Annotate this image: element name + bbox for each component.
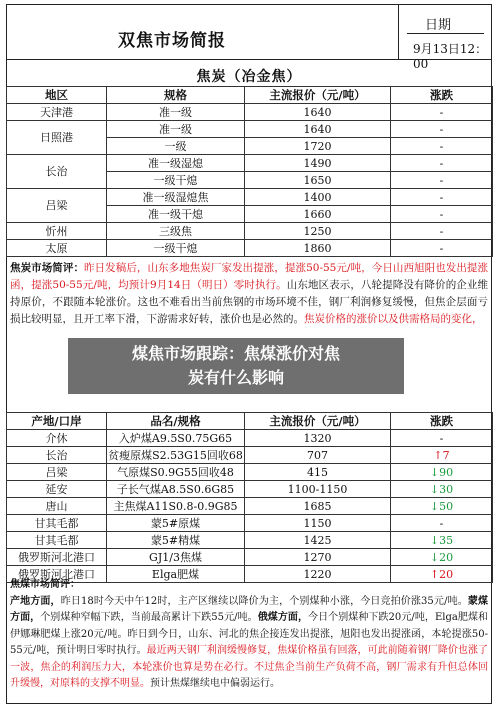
coke-commentary-highlight: 昨日发稿后，山东多地焦炭厂家发出提涨，提涨50-55元/吨，今日山西旭阳也发出提涨函，提涨50-55元/吨，均预计9月14日（明日）零时执行。: [10, 262, 489, 291]
price-cell: 1250: [245, 223, 391, 240]
coal-commentary-russia: 今日个别煤种下跌20元/吨，Elga肥煤和伊娜琳肥煤上涨20元/吨。昨日到今日，山东、河北的焦企接连发出提涨，旭阳也发出提涨函，本轮提涨50-55元/吨，预计明日零时执行。: [10, 612, 489, 656]
coke-commentary-label: 焦炭市场简评：: [10, 262, 85, 274]
change-cell: -: [391, 223, 493, 240]
date-value: 9月13日12：00: [413, 42, 488, 71]
price-cell: 1640: [245, 104, 391, 121]
coke-commentary-obscured: 焦炭价格的涨价以及供需格局的变化，: [304, 313, 483, 325]
table-row: [7, 549, 493, 566]
coal-commentary-mongolia: 个别煤种窄幅下跌，当前最高累计下跌55元/吨。: [40, 612, 258, 623]
change-cell: -: [391, 189, 493, 206]
coal-col-spec: 品名/规格: [107, 413, 245, 430]
coking-coal-price-table: [6, 412, 493, 583]
headline-line-1: 煤焦市场跟踪：焦煤涨价对焦: [131, 344, 340, 363]
change-cell: -: [391, 515, 493, 532]
table-row: [7, 189, 493, 206]
price-cell: 1320: [245, 430, 391, 447]
change-cell: -: [391, 138, 493, 155]
spec-cell: 准一级湿熄: [107, 155, 245, 172]
change-cell: -: [391, 121, 493, 138]
region-cell: 长治: [7, 155, 107, 189]
price-cell: 1720: [245, 138, 391, 155]
price-cell: 707: [245, 447, 391, 464]
origin-cell: 介休: [7, 430, 107, 447]
table-row: [7, 515, 493, 532]
change-cell: -: [391, 430, 493, 447]
region-cell: 天津港: [7, 104, 107, 121]
coke-section-title: 焦炭（冶金焦）: [196, 69, 302, 85]
table-row: [7, 121, 493, 138]
region-cell: 忻州: [7, 223, 107, 240]
origin-cell: 俄罗斯河北港口: [7, 549, 107, 566]
region-cell: 吕梁: [7, 189, 107, 223]
page-bottom-margin: [6, 704, 492, 725]
spec-cell: 准一级: [107, 121, 245, 138]
price-cell: 1640: [245, 121, 391, 138]
coke-col-spec: 规格: [107, 87, 245, 104]
coal-russia-label: 俄煤方面，: [257, 612, 309, 623]
coal-commentary-end: 预计焦煤继续电中偏弱运行。: [150, 678, 280, 689]
report-title: 双焦市场简报: [118, 31, 226, 51]
spec-cell: 一级干熄: [107, 172, 245, 189]
date-label: 日期: [425, 18, 452, 33]
spec-cell: 准一级干熄: [107, 206, 245, 223]
price-cell: 1220: [245, 566, 391, 583]
change-cell: ↑7: [391, 447, 493, 464]
table-row: [7, 104, 493, 121]
date-box: [398, 4, 492, 71]
change-cell: ↓20: [391, 549, 493, 566]
coal-origin-label: 产地方面，: [10, 595, 61, 607]
spec-cell: 一级: [107, 138, 245, 155]
origin-cell: 甘其毛都: [7, 532, 107, 549]
table-row: [7, 532, 493, 549]
price-cell: 1490: [245, 155, 391, 172]
coke-commentary: [10, 260, 488, 328]
table-row: [7, 498, 493, 515]
change-cell: ↑20: [391, 566, 493, 583]
coal-col-change: 涨跌: [391, 413, 493, 430]
origin-cell: 俄罗斯河北港口: [7, 566, 107, 583]
coke-col-price: 主流报价（元/吨）: [245, 87, 391, 104]
headline-line-2: 炭有什么影响: [187, 368, 284, 387]
spec-cell: 贫瘦原煤S2.53G15回收68: [108, 448, 243, 462]
coal-col-origin: 产地/口岸: [7, 413, 107, 430]
price-cell: 1270: [245, 549, 391, 566]
region-cell: 太原: [7, 240, 107, 257]
price-cell: 415: [245, 464, 391, 481]
table-row: [7, 430, 493, 447]
spec-cell: 准一级湿熄焦: [107, 189, 245, 206]
report-header: [6, 4, 492, 71]
spec-cell: 主焦煤A11S0.8-0.9G85: [107, 498, 245, 515]
table-row: [7, 155, 493, 172]
change-cell: ↓35: [391, 532, 493, 549]
headline-banner: [68, 338, 404, 394]
origin-cell: 唐山: [7, 498, 107, 515]
spec-cell: 蒙5#原煤: [107, 515, 245, 532]
spec-cell: GJ1/3焦煤: [107, 549, 245, 566]
spec-cell: 蒙5#精煤: [107, 532, 245, 549]
date-divider: [407, 33, 484, 34]
change-cell: ↓30: [391, 481, 493, 498]
coal-commentary: [10, 577, 488, 693]
change-cell: ↓50: [391, 498, 493, 515]
price-cell: 1150: [245, 515, 391, 532]
spec-cell: 气原煤S0.9G55回收48: [107, 464, 245, 481]
coal-commentary-label: 焦煤市场简评：: [10, 579, 80, 590]
change-cell: -: [391, 155, 493, 172]
price-cell: 1400: [245, 189, 391, 206]
price-cell: 1100-1150: [245, 481, 391, 498]
table-row: [7, 240, 493, 257]
coal-col-price: 主流报价（元/吨）: [245, 413, 391, 430]
change-cell: -: [391, 172, 493, 189]
table-row: [7, 447, 493, 464]
origin-cell: 长治: [7, 447, 107, 464]
table-row: [7, 223, 493, 240]
spec-cell: 入炉煤A9.5S0.75G65: [107, 430, 245, 447]
spec-cell: 三级焦: [107, 223, 245, 240]
change-cell: -: [391, 206, 493, 223]
spec-cell: 一级干熄: [107, 240, 245, 257]
coke-commentary-body: 山东地区表示，八轮提降没有降价的企业维持原价，不跟随本轮涨价。这也不难看出当前焦钢的市场环境不佳，钢厂利润修复缓慢，但焦企层面亏损比较明显，且开工率下滑，下游需求好转，涨价也是必然的。: [10, 279, 488, 325]
price-cell: 1685: [245, 498, 391, 515]
table-row: [7, 481, 493, 498]
spec-cell: Elga肥煤: [107, 566, 245, 583]
origin-cell: 延安: [7, 481, 107, 498]
coke-col-change: 涨跌: [391, 87, 493, 104]
change-cell: -: [391, 104, 493, 121]
coal-commentary-highlight: 最近两天钢厂利润缓慢修复，焦煤价格虽有回落，可此前随着钢厂降价也涨了一波，焦企的利润压力大，本轮涨价也算是势在必行。不过焦企当前生产负荷不高，钢厂需求有升但总体回升缓慢，对原料的支撑不明显。: [10, 645, 489, 689]
coke-price-table: [6, 86, 493, 257]
price-cell: 1425: [245, 532, 391, 549]
origin-cell: 吕梁: [7, 464, 107, 481]
coal-header-row: [7, 413, 493, 430]
spec-cell: 子长气煤A8.5S0.6G85: [107, 481, 245, 498]
price-cell: 1650: [245, 172, 391, 189]
region-cell: 日照港: [7, 121, 107, 155]
table-row: [7, 464, 493, 481]
coal-mongolia-label: 蒙煤方面，: [10, 595, 489, 623]
coke-col-region: 地区: [7, 87, 107, 104]
spec-cell: 准一级: [107, 104, 245, 121]
coal-commentary-origin: 昨日18时今天中午12时，主产区继续以降价为主，个别煤种小涨，今日竞拍价涨35元/吨。: [60, 595, 468, 607]
coke-header-row: [7, 87, 493, 104]
change-cell: -: [391, 240, 493, 257]
price-cell: 1860: [245, 240, 391, 257]
price-cell: 1660: [245, 206, 391, 223]
change-cell: ↓90: [391, 464, 493, 481]
origin-cell: 甘其毛都: [7, 515, 107, 532]
